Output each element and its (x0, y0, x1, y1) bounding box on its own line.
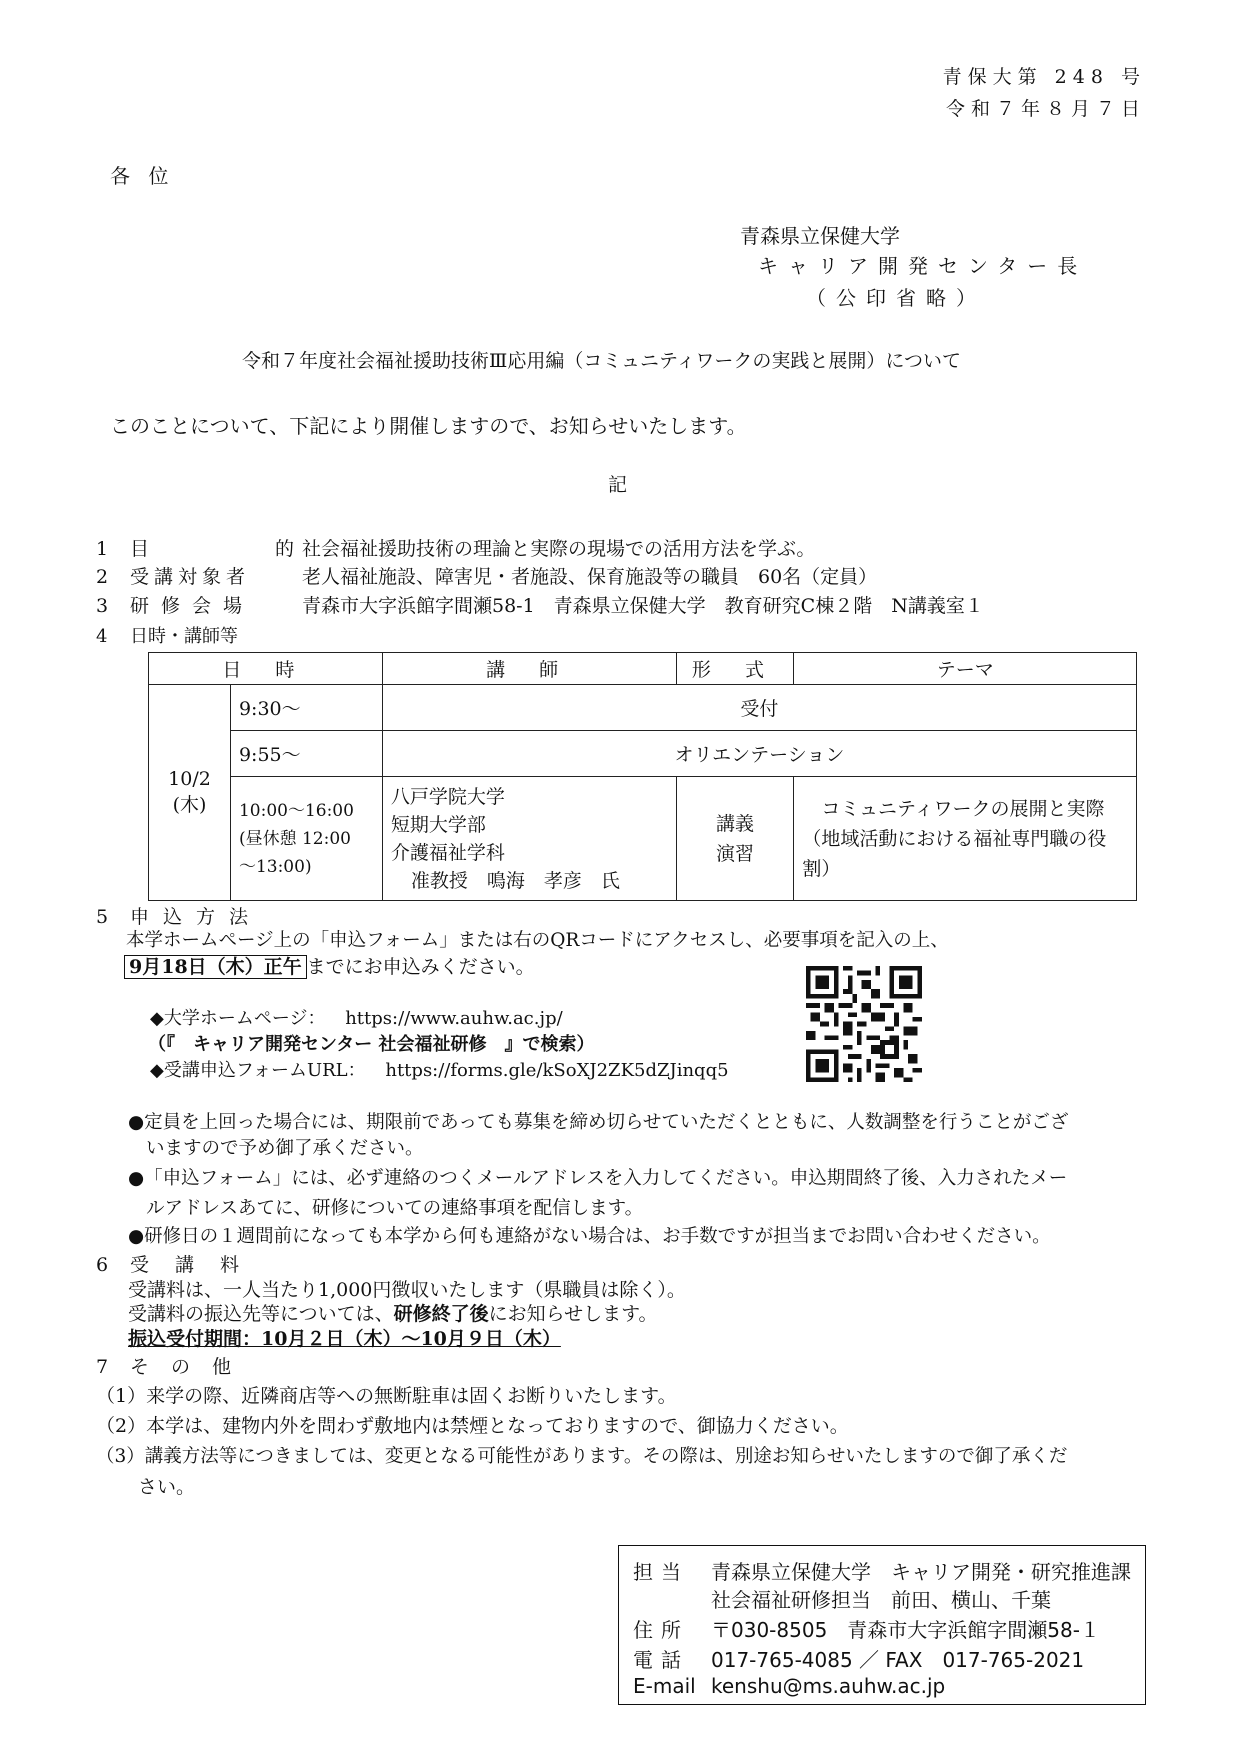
section-label: 受講対象者 (130, 566, 251, 588)
contact-label: 担当 (633, 1560, 689, 1584)
schedule-table (148, 652, 1137, 901)
lecturer-line: 准教授 鳴海 孝彦 氏 (410, 869, 620, 892)
time-cell (230, 777, 382, 901)
content-cell: 受付 (382, 685, 1136, 731)
section-purpose (96, 534, 815, 561)
addressee: 各 位 (110, 164, 175, 188)
section-number: 6 (96, 1254, 109, 1276)
format-line: 演習 (715, 842, 754, 865)
other-item-3-line1: （3）講義方法等につきましては、変更となる可能性があります。その際は、別途お知らせいたしますので御了承くだ (96, 1446, 1068, 1467)
application-deadline-line (124, 952, 535, 979)
deadline-box: 9月18日（木）正午 (124, 955, 307, 979)
section-label: 申込方法 (130, 906, 263, 928)
homepage-url[interactable]: https://www.auhw.ac.jp/ (345, 1008, 563, 1029)
weekday: (木) (172, 794, 207, 816)
fee-transfer-bold: 研修終了後 (393, 1303, 489, 1325)
main-time: 10:00〜16:00 (238, 800, 354, 821)
section-application (96, 902, 262, 929)
fee-transfer-pre: 受講料の振込先等については、 (128, 1303, 394, 1325)
seal-omitted-note: （公印省略） (806, 286, 986, 310)
homepage-label: ◆大学ホームページ： (150, 1008, 326, 1029)
section-schedule (96, 622, 238, 648)
time-cell: 9:30〜 (230, 685, 382, 731)
sender-organization: 青森県立保健大学 (740, 224, 900, 248)
section-fee (96, 1250, 265, 1277)
header-theme: テーマ (794, 653, 1137, 685)
lecturer-cell (382, 777, 676, 901)
section-venue (96, 591, 984, 618)
section-number: 4 (96, 626, 108, 647)
contact-value: 青森県立保健大学 キャリア開発・研究推進課 (711, 1560, 1131, 1584)
lecturer-line: 八戸学院大学 (390, 785, 505, 808)
section-number: 2 (96, 566, 109, 588)
section-text: 老人福祉施設、障害児・者施設、保育施設等の職員 60名（定員） (302, 566, 878, 588)
contact-address (633, 1614, 1100, 1643)
contact-box (618, 1545, 1146, 1705)
homepage-line (150, 1004, 563, 1030)
section-number: 7 (96, 1356, 109, 1378)
qr-code[interactable] (806, 966, 922, 1082)
contact-email-value[interactable]: kenshu@ms.auhw.ac.jp (711, 1674, 946, 1698)
section-number: 1 (96, 538, 109, 560)
break-time-line1: (昼休憩 12:00 (238, 828, 351, 849)
note-capacity-line1: ●定員を上回った場合には、期限前であっても募集を締め切らせていただくとともに、人数調整を行うことがござ (128, 1112, 1069, 1133)
contact-email (633, 1674, 945, 1698)
section-other (96, 1352, 253, 1379)
table-row (149, 777, 1137, 901)
note-capacity-line2: いますので予め御了承ください。 (146, 1138, 424, 1159)
section-label: 目 的 (130, 538, 355, 560)
other-item-2: （2）本学は、建物内外を問わず敷地内は禁煙となっておりますので、御協力ください。 (96, 1415, 849, 1437)
ki-marker: 記 (608, 474, 628, 496)
search-hint: （『 キャリア開発センター 社会福祉研修 』で検索） (148, 1034, 595, 1055)
other-item-1: （1）来学の際、近隣商店等への無断駐車は固くお断りいたします。 (96, 1385, 677, 1407)
form-url-label: ◆受講申込フォームURL： (150, 1060, 366, 1081)
content-cell: オリエンテーション (382, 731, 1136, 777)
note-contact: ●研修日の１週間前になっても本学から何も連絡がない場合は、お手数ですが担当までお問い合わせください。 (128, 1226, 1051, 1247)
contact-tanto-line2: 社会福祉研修担当 前田、横山、千葉 (711, 1588, 1051, 1612)
other-item-3-line2: さい。 (138, 1476, 196, 1498)
document-date: 令和７年８月７日 (945, 98, 1146, 120)
document-title: 令和７年度社会福祉援助技術Ⅲ応用編（コミュニティワークの実践と展開）について (242, 350, 962, 372)
application-instruction: 本学ホームページ上の「申込フォーム」または右のQRコードにアクセスし、必要事項を記入の上、 (126, 930, 949, 951)
fee-period: 振込受付期間：10月２日（木）〜10月９日（木） (128, 1328, 561, 1350)
contact-label: E-mail (633, 1674, 696, 1698)
contact-value: 〒030-8505 青森市大字浜館字間瀬58-１ (711, 1618, 1100, 1642)
contact-phone (633, 1644, 1084, 1673)
section-label: 日時・講師等 (130, 626, 238, 647)
format-line: 講義 (715, 812, 754, 835)
section-number: 3 (96, 595, 109, 617)
section-label: 受講料 (130, 1254, 266, 1276)
form-url[interactable]: https://forms.gle/kSoXJ2ZK5dZJinqq5 (385, 1060, 729, 1081)
time-cell: 9:55〜 (230, 731, 382, 777)
form-url-line (150, 1056, 729, 1082)
section-label: 研修会場 (130, 595, 255, 617)
section-label: その他 (130, 1356, 254, 1378)
contact-label: 住所 (633, 1618, 689, 1642)
theme-cell: コミュニティワークの展開と実際（地域活動における福祉専門職の役割） (794, 777, 1137, 901)
header-format: 形 式 (676, 653, 794, 685)
contact-tanto (633, 1556, 1131, 1585)
header-lecturer: 講 師 (382, 653, 676, 685)
document-number: 青保大第 248 号 (942, 66, 1146, 88)
fee-amount: 受講料は、一人当たり1,000円徴収いたします（県職員は除く）。 (128, 1279, 686, 1301)
section-target (96, 562, 877, 589)
section-text: 社会福祉援助技術の理論と実際の現場での活用方法を学ぶ。 (302, 538, 816, 560)
intro-text: このことについて、下記により開催しますので、お知らせいたします。 (110, 414, 747, 438)
date-cell (149, 685, 231, 901)
section-number: 5 (96, 906, 109, 928)
note-email-line1: ●「申込フォーム」には、必ず連絡のつくメールアドレスを入力してください。申込期間終了後、入力されたメー (128, 1168, 1068, 1189)
note-email-line2: ルアドレスあてに、研修についての連絡事項を配信します。 (146, 1198, 644, 1219)
date: 10/2 (168, 768, 211, 790)
break-time-line2: 〜13:00) (238, 856, 312, 877)
lecturer-line: 短期大学部 (390, 813, 486, 836)
table-row (149, 731, 1137, 777)
lecturer-line: 介護福祉学科 (390, 841, 505, 864)
format-cell (676, 777, 794, 901)
contact-value: 017-765-4085 ／ FAX 017-765-2021 (711, 1648, 1085, 1672)
fee-transfer-post: にお知らせします。 (488, 1303, 658, 1325)
section-text: 青森市大字浜館字間瀬58-1 青森県立保健大学 教育研究C棟２階 N講義室１ (302, 595, 984, 617)
table-header-row (149, 653, 1137, 685)
fee-transfer-info (128, 1299, 658, 1326)
contact-label: 電話 (633, 1648, 689, 1672)
sender-title: キャリア開発センター長 (758, 254, 1088, 278)
table-row (149, 685, 1137, 731)
deadline-suffix: までにお申込みください。 (306, 956, 535, 978)
header-datetime: 日 時 (149, 653, 383, 685)
